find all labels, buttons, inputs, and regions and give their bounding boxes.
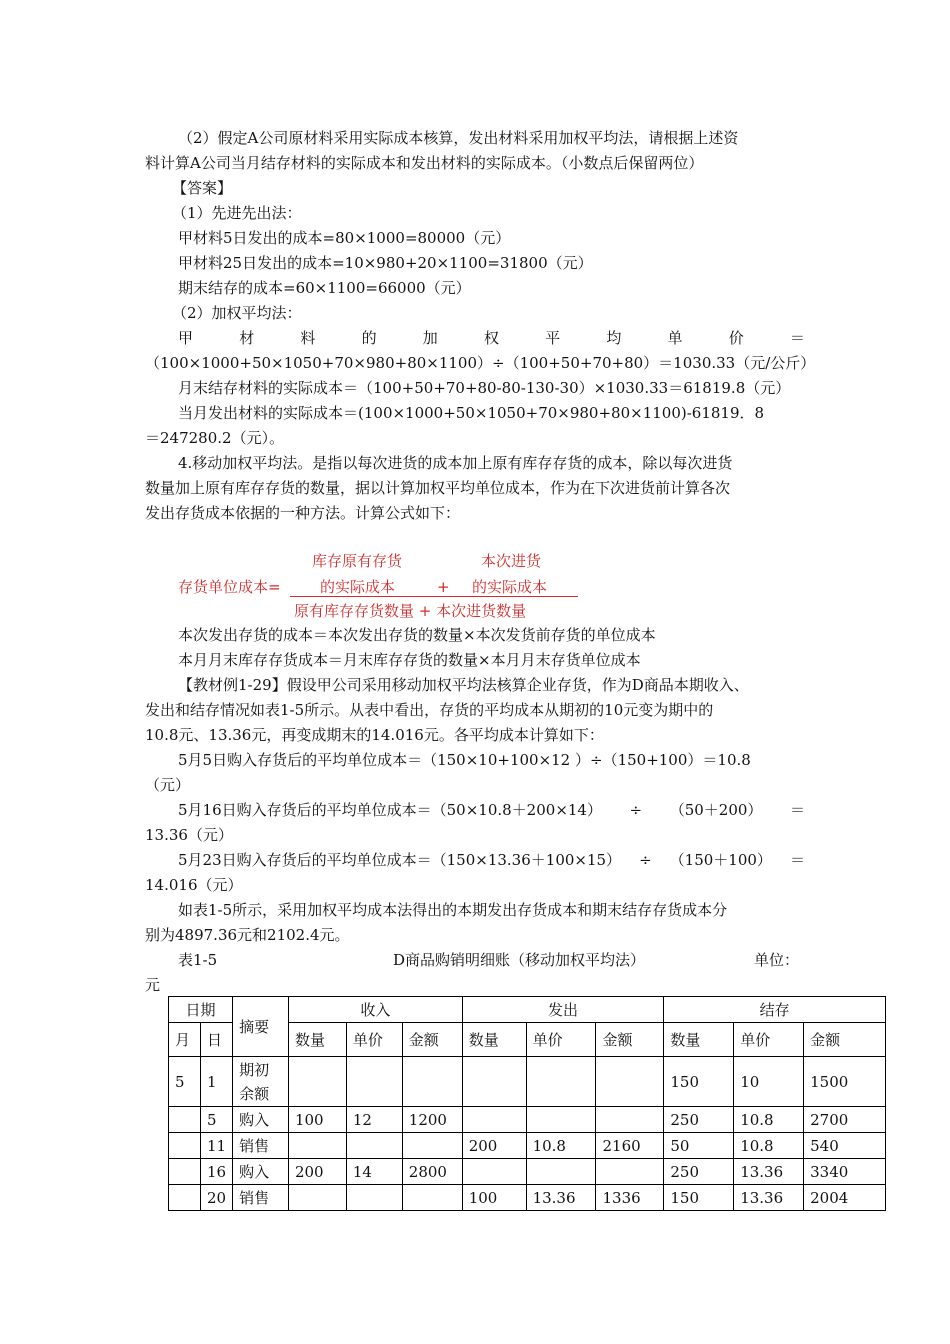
- summary-line-1: 如表1-5所示，采用加权平均成本法得出的本期发出存货成本和期末结存存货成本分: [178, 901, 728, 919]
- cell-summary: 销售: [233, 1185, 289, 1211]
- header-summary: 摘要: [233, 997, 289, 1057]
- cell-in-qty: [288, 1133, 346, 1159]
- fifo-line-2: 甲材料25日发出的成本=10×980+20×1100=31800（元）: [178, 254, 593, 272]
- mwa-line-3: 发出存货成本依据的一种方法。计算公式如下：: [145, 504, 461, 522]
- wa-char: 均: [606, 329, 622, 347]
- cell-in-price: [346, 1185, 402, 1211]
- cell-day: 20: [200, 1185, 232, 1211]
- cell-in-price: [346, 1057, 402, 1107]
- cell-out-amt: [596, 1159, 664, 1185]
- cell-bal-amt: 1500: [804, 1057, 886, 1107]
- header-out-qty: 数量: [462, 1023, 526, 1057]
- cell-bal-qty: 150: [664, 1057, 734, 1107]
- cell-in-qty: [288, 1057, 346, 1107]
- cell-out-price: 10.8: [526, 1133, 596, 1159]
- calc-3-part: ÷: [639, 851, 652, 869]
- calc-2-part: （50＋200）: [669, 801, 763, 819]
- header-bal-qty: 数量: [664, 1023, 734, 1057]
- table-row: [169, 1159, 886, 1185]
- cell-out-amt: 1336: [596, 1185, 664, 1211]
- cell-bal-amt: 2700: [804, 1107, 886, 1133]
- cell-month: 5: [169, 1057, 201, 1107]
- table-row: [169, 1057, 886, 1107]
- cell-out-amt: 2160: [596, 1133, 664, 1159]
- calc-2-part: ÷: [629, 801, 643, 819]
- cell-in-amt: [402, 1185, 462, 1211]
- wa-char: 料: [300, 329, 316, 347]
- cell-bal-price: 10.8: [734, 1107, 804, 1133]
- cell-bal-qty: 50: [664, 1133, 734, 1159]
- example-line-1: 【教材例1-29】假设甲公司采用移动加权平均法核算企业存货，作为D商品本期收入、: [178, 676, 749, 694]
- cell-in-amt: 1200: [402, 1107, 462, 1133]
- cell-summary: 购入: [233, 1107, 289, 1133]
- cell-out-qty: [462, 1057, 526, 1107]
- wa-line-4: 当月发出材料的实际成本＝(100×1000+50×1050+70×980+80×1100)-61819．8: [178, 404, 765, 422]
- formula-plus: +: [437, 578, 450, 596]
- table-row: [169, 1133, 886, 1159]
- formula-denominator: 原有库存存货数量 + 本次进货数量: [294, 602, 527, 620]
- cell-month: [169, 1133, 201, 1159]
- header-day: 日: [200, 1023, 232, 1057]
- cell-in-qty: [288, 1185, 346, 1211]
- calc-2-line-a: [178, 800, 805, 820]
- cell-day: 11: [200, 1133, 232, 1159]
- wa-line-2: （100×1000+50×1050+70×980+80×1100）÷（100+50+70+80）＝1030.33（元/公斤）: [145, 354, 816, 372]
- cell-bal-qty: 250: [664, 1159, 734, 1185]
- header-in-price: 单价: [346, 1023, 402, 1057]
- header-date: 日期: [169, 997, 233, 1023]
- cell-bal-amt: 3340: [804, 1159, 886, 1185]
- wa-char: 权: [483, 329, 499, 347]
- table-title: D商品购销明细账（移动加权平均法）: [393, 951, 646, 969]
- cell-in-price: 14: [346, 1159, 402, 1185]
- calc-2-line-b: 13.36（元）: [145, 826, 233, 844]
- cell-in-qty: 200: [288, 1159, 346, 1185]
- table-number: 表1-5: [178, 951, 218, 969]
- header-bal-amt: 金额: [804, 1023, 886, 1057]
- wa-char: 的: [361, 329, 377, 347]
- cell-bal-qty: 150: [664, 1185, 734, 1211]
- cell-day: 5: [200, 1107, 232, 1133]
- ledger-table: [168, 996, 886, 1211]
- wa-line-5: ＝247280.2（元）。: [145, 429, 285, 447]
- answer-heading: 【答案】: [172, 179, 233, 197]
- wa-char: 单: [667, 329, 683, 347]
- cell-day: 1: [200, 1057, 232, 1107]
- q2-line-2: 料计算A公司当月结存材料的实际成本和发出材料的实际成本。（小数点后保留两位）: [145, 154, 704, 172]
- cell-out-price: 13.36: [526, 1185, 596, 1211]
- cell-bal-amt: 2004: [804, 1185, 886, 1211]
- after-line-2: 本月月末库存存货成本＝月末库存存货的数量×本月月末存货单位成本: [178, 651, 641, 669]
- table-unit-label: 单位：: [754, 951, 800, 969]
- example-line-2: 发出和结存情况如表1-5所示。从表中看出，存货的平均成本从期初的10元变为期中的: [145, 701, 714, 719]
- calc-2-part: ＝: [789, 801, 805, 819]
- cell-out-qty: 200: [462, 1133, 526, 1159]
- cell-in-amt: [402, 1057, 462, 1107]
- formula-lhs: 存货单位成本=: [178, 578, 281, 596]
- summary-line-2: 别为4897.36元和2102.4元。: [145, 926, 350, 944]
- calc-2-part: 5月16日购入存货后的平均单位成本＝（50×10.8＋200×14）: [178, 801, 602, 819]
- fifo-line-1: 甲材料5日发出的成本=80×1000=80000（元）: [178, 229, 511, 247]
- formula-numerator-left-1: 库存原有存货: [312, 552, 403, 570]
- calc-1-line-b: （元）: [145, 776, 191, 794]
- table-unit-value: 元: [145, 976, 161, 994]
- fifo-line-3: 期末结存的成本=60×1100=66000（元）: [178, 279, 471, 297]
- cell-in-price: 12: [346, 1107, 402, 1133]
- cell-month: [169, 1185, 201, 1211]
- mwa-line-1: 4.移动加权平均法。是指以每次进货的成本加上原有库存存货的成本，除以每次进货: [178, 454, 733, 472]
- cell-in-amt: [402, 1133, 462, 1159]
- cell-out-qty: 100: [462, 1185, 526, 1211]
- cell-out-price: [526, 1159, 596, 1185]
- calc-1-line-a: 5月5日购入存货后的平均单位成本＝（150×10+100×12 ）÷（150+100）＝10.8: [178, 751, 751, 769]
- header-balance: 结存: [664, 997, 886, 1023]
- cell-out-qty: [462, 1159, 526, 1185]
- table-row: [169, 1185, 886, 1211]
- cell-out-amt: [596, 1057, 664, 1107]
- cell-bal-qty: 250: [664, 1107, 734, 1133]
- ledger-body: [169, 1057, 886, 1211]
- cell-in-price: [346, 1133, 402, 1159]
- cell-bal-price: 10: [734, 1057, 804, 1107]
- wa-char: 加: [422, 329, 438, 347]
- wa-label-line: [178, 328, 805, 348]
- calc-3-part: （150＋100）: [669, 851, 772, 869]
- header-row-groups: [169, 997, 886, 1023]
- wa-char: 材: [239, 329, 255, 347]
- after-line-1: 本次发出存货的成本＝本次发出存货的数量×本次发货前存货的单位成本: [178, 626, 656, 644]
- q2-line-1: （2）假定A公司原材料采用实际成本核算，发出材料采用加权平均法，请根据上述资: [178, 129, 739, 147]
- cell-day: 16: [200, 1159, 232, 1185]
- wa-char: 价: [728, 329, 744, 347]
- header-out-amt: 金额: [596, 1023, 664, 1057]
- formula-fraction-bar: [290, 596, 578, 597]
- formula-numerator-right-1: 本次进货: [481, 552, 542, 570]
- calc-3-line-b: 14.016（元）: [145, 876, 243, 894]
- formula-numerator-right-2: 的实际成本: [472, 578, 548, 596]
- fifo-title: （1）先进先出法：: [172, 204, 302, 222]
- wa-char: 甲: [178, 329, 194, 347]
- header-month: 月: [169, 1023, 201, 1057]
- cell-bal-price: 13.36: [734, 1159, 804, 1185]
- header-in-qty: 数量: [288, 1023, 346, 1057]
- cell-summary: 期初 余额: [233, 1057, 289, 1107]
- cell-out-price: [526, 1107, 596, 1133]
- cell-summary: 购入: [233, 1159, 289, 1185]
- calc-3-part: ＝: [789, 851, 805, 869]
- formula-numerator-left-2: 的实际成本: [320, 578, 396, 596]
- header-in-amt: 金额: [402, 1023, 462, 1057]
- table-row: [169, 1107, 886, 1133]
- header-out-price: 单价: [526, 1023, 596, 1057]
- cell-bal-price: 10.8: [734, 1133, 804, 1159]
- wa-char: 平: [545, 329, 561, 347]
- wa-line-3: 月末结存材料的实际成本＝（100+50+70+80-80-130-30）×1030.33＝61819.8（元）: [178, 379, 791, 397]
- cell-out-qty: [462, 1107, 526, 1133]
- wa-char: ＝: [789, 329, 805, 347]
- cell-bal-amt: 540: [804, 1133, 886, 1159]
- cell-in-amt: 2800: [402, 1159, 462, 1185]
- cell-out-price: [526, 1057, 596, 1107]
- header-out: 发出: [462, 997, 664, 1023]
- cell-in-qty: 100: [288, 1107, 346, 1133]
- cell-summary: 销售: [233, 1133, 289, 1159]
- calc-3-line-a: [178, 850, 805, 870]
- header-in: 收入: [288, 997, 462, 1023]
- header-bal-price: 单价: [734, 1023, 804, 1057]
- cell-bal-price: 13.36: [734, 1185, 804, 1211]
- mwa-line-2: 数量加上原有库存存货的数量，据以计算加权平均单位成本，作为在下次进货前计算各次: [145, 479, 731, 497]
- calc-3-part: 5月23日购入存货后的平均单位成本＝（150×13.36＋100×15）: [178, 851, 622, 869]
- cell-month: [169, 1107, 201, 1133]
- cell-out-amt: [596, 1107, 664, 1133]
- wa-title: （2）加权平均法：: [172, 304, 302, 322]
- example-line-3: 10.8元、13.36元，再变成期末的14.016元。各平均成本计算如下：: [145, 726, 604, 744]
- cell-month: [169, 1159, 201, 1185]
